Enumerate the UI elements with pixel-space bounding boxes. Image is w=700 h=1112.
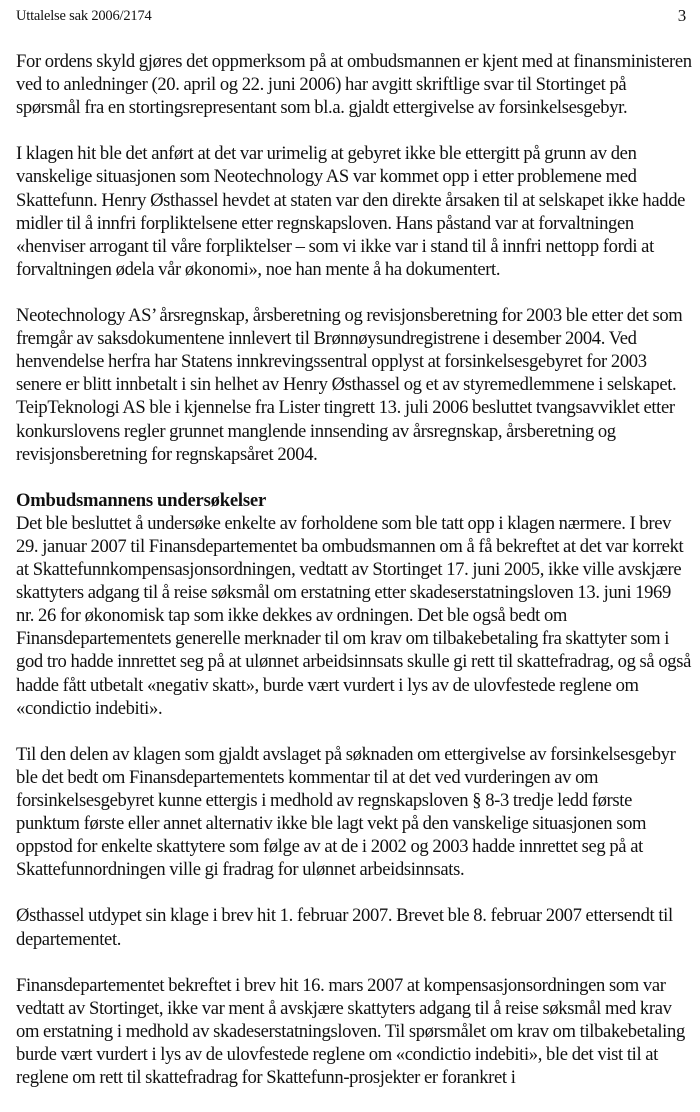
paragraph-section-2: Til den delen av klagen som gjaldt avslaget på søknaden om ettergivelse av forsinkelsesgebyr ble det bedt om Finansdepartementets kommentar til at det ved vurderingen av om forsinkelsesgebyret kunne ettergis i medhold av regnskapsloven § 8-3 tredje ledd første punktum første eller annet alternativ ikke ble lagt vekt på den vanskelige situasjonen som oppstod for enkelte skattytere som følge av at de i 2002 og 2003 hadde innrettet seg på at Skattefunnordningen ville gi fradrag for ulønnet arbeidsinnsats. [16,743,676,881]
paragraph-section-1: Det ble besluttet å undersøke enkelte av forholdene som ble tatt opp i klagen nærmere. I brev 29. januar 2007 til Finansdepartementet ba ombudsmannen om å få bekreftet at det var korrekt at Skattefunnkompensasjonsordningen, vedtatt av Stortinget 17. juni 2005, ikke ville avskjære skattyters adgang til å reise søksmål om erstatning etter skadeserstatningsloven 13. juni 1969 nr. 26 for økonomisk tap som ikke dekkes av ordningen. Det ble også bedt om Finansdepartementets generelle merknader til om krav om tilbakebetaling fra skattyter som i god tro hadde innrettet seg på at ulønnet arbeidsinnsats skulle gi rett til skattefradrag, og så også hadde fått utbetalt «negativ skatt», burde vært vurdert i lys av de ulovfestede reglene om «condictio indebiti». [16,512,692,719]
paragraph-section-3: Østhassel utdypet sin klage i brev hit 1. februar 2007. Brevet ble 8. februar 2007 ettersendt til departementet. [16,905,673,950]
paragraph-section-4: Finansdepartementet bekreftet i brev hit 16. mars 2007 at kompensasjonsordningen som var vedtatt av Stortinget, ikke var ment å avskjære skattyters adgang til å reise søksmål med krav om erstatning i medhold av skadeserstatningsloven. Til spørsmålet om krav om tilbakebetaling burde vært vurdert i lys av de ulovfestede reglene om «condictio indebiti», ble det vist til at reglene om rett til skattefradrag for Skattefunn-prosjekter er forankret i [16,974,685,1089]
section-ombudsmannens-undersokelser [16,489,692,1089]
paragraph-intro-2: I klagen hit ble det anført at det var urimelig at gebyret ikke ble ettergitt på grunn av den vanskelige situasjonen som Neotechnology AS var kommet opp i etter problemene med Skattefunn. Henry Østhassel hevdet at staten var den direkte årsaken til at selskapet ikke hadde midler til å innfri forpliktelsene etter regnskapsloven. Hans påstand var at forvaltningen «henviser arrogant til våre forpliktelser – som vi ikke var i stand til å innfri nettopp fordi at forvaltningen ødela vår økonomi», noe han mente å ha dokumentert. [16,143,686,280]
section-heading: Ombudsmannens undersøkelser [16,489,267,511]
document-reference: Uttalelse sak 2006/2174 [16,8,152,24]
page-number: 3 [677,6,686,25]
document-body [16,50,692,1112]
paragraph-intro-3: Neotechnology AS’ årsregnskap, årsberetning og revisjonsberetning for 2003 ble etter det som fremgår av saksdokumentene innlevert til Brønnøysundregistrene i desember 2004. Ved henvendelse herfra har Statens innkrevingssentral opplyst at forsinkelsesgebyret for 2003 senere er blitt innbetalt i sin helhet av Henry Østhassel og et av styremedlemmene i selskapet. TeipTeknologi AS ble i kjennelse fra Lister tingrett 13. juli 2006 besluttet tvangsavviklet etter konkurslovens regler grunnet manglende innsending av årsregnskap, årsberetning og revisjonsberetning for regnskapsåret 2004. [16,305,683,465]
page-header [16,6,686,26]
paragraph-intro-1: For ordens skyld gjøres det oppmerksom på at ombudsmannen er kjent med at finansministeren ved to anledninger (20. april og 22. juni 2006) har avgitt skriftlige svar til Stortinget på spørsmål fra en stortingsrepresentant som bl.a. gjaldt ettergivelse av forsinkelsesgebyr. [16,51,692,119]
